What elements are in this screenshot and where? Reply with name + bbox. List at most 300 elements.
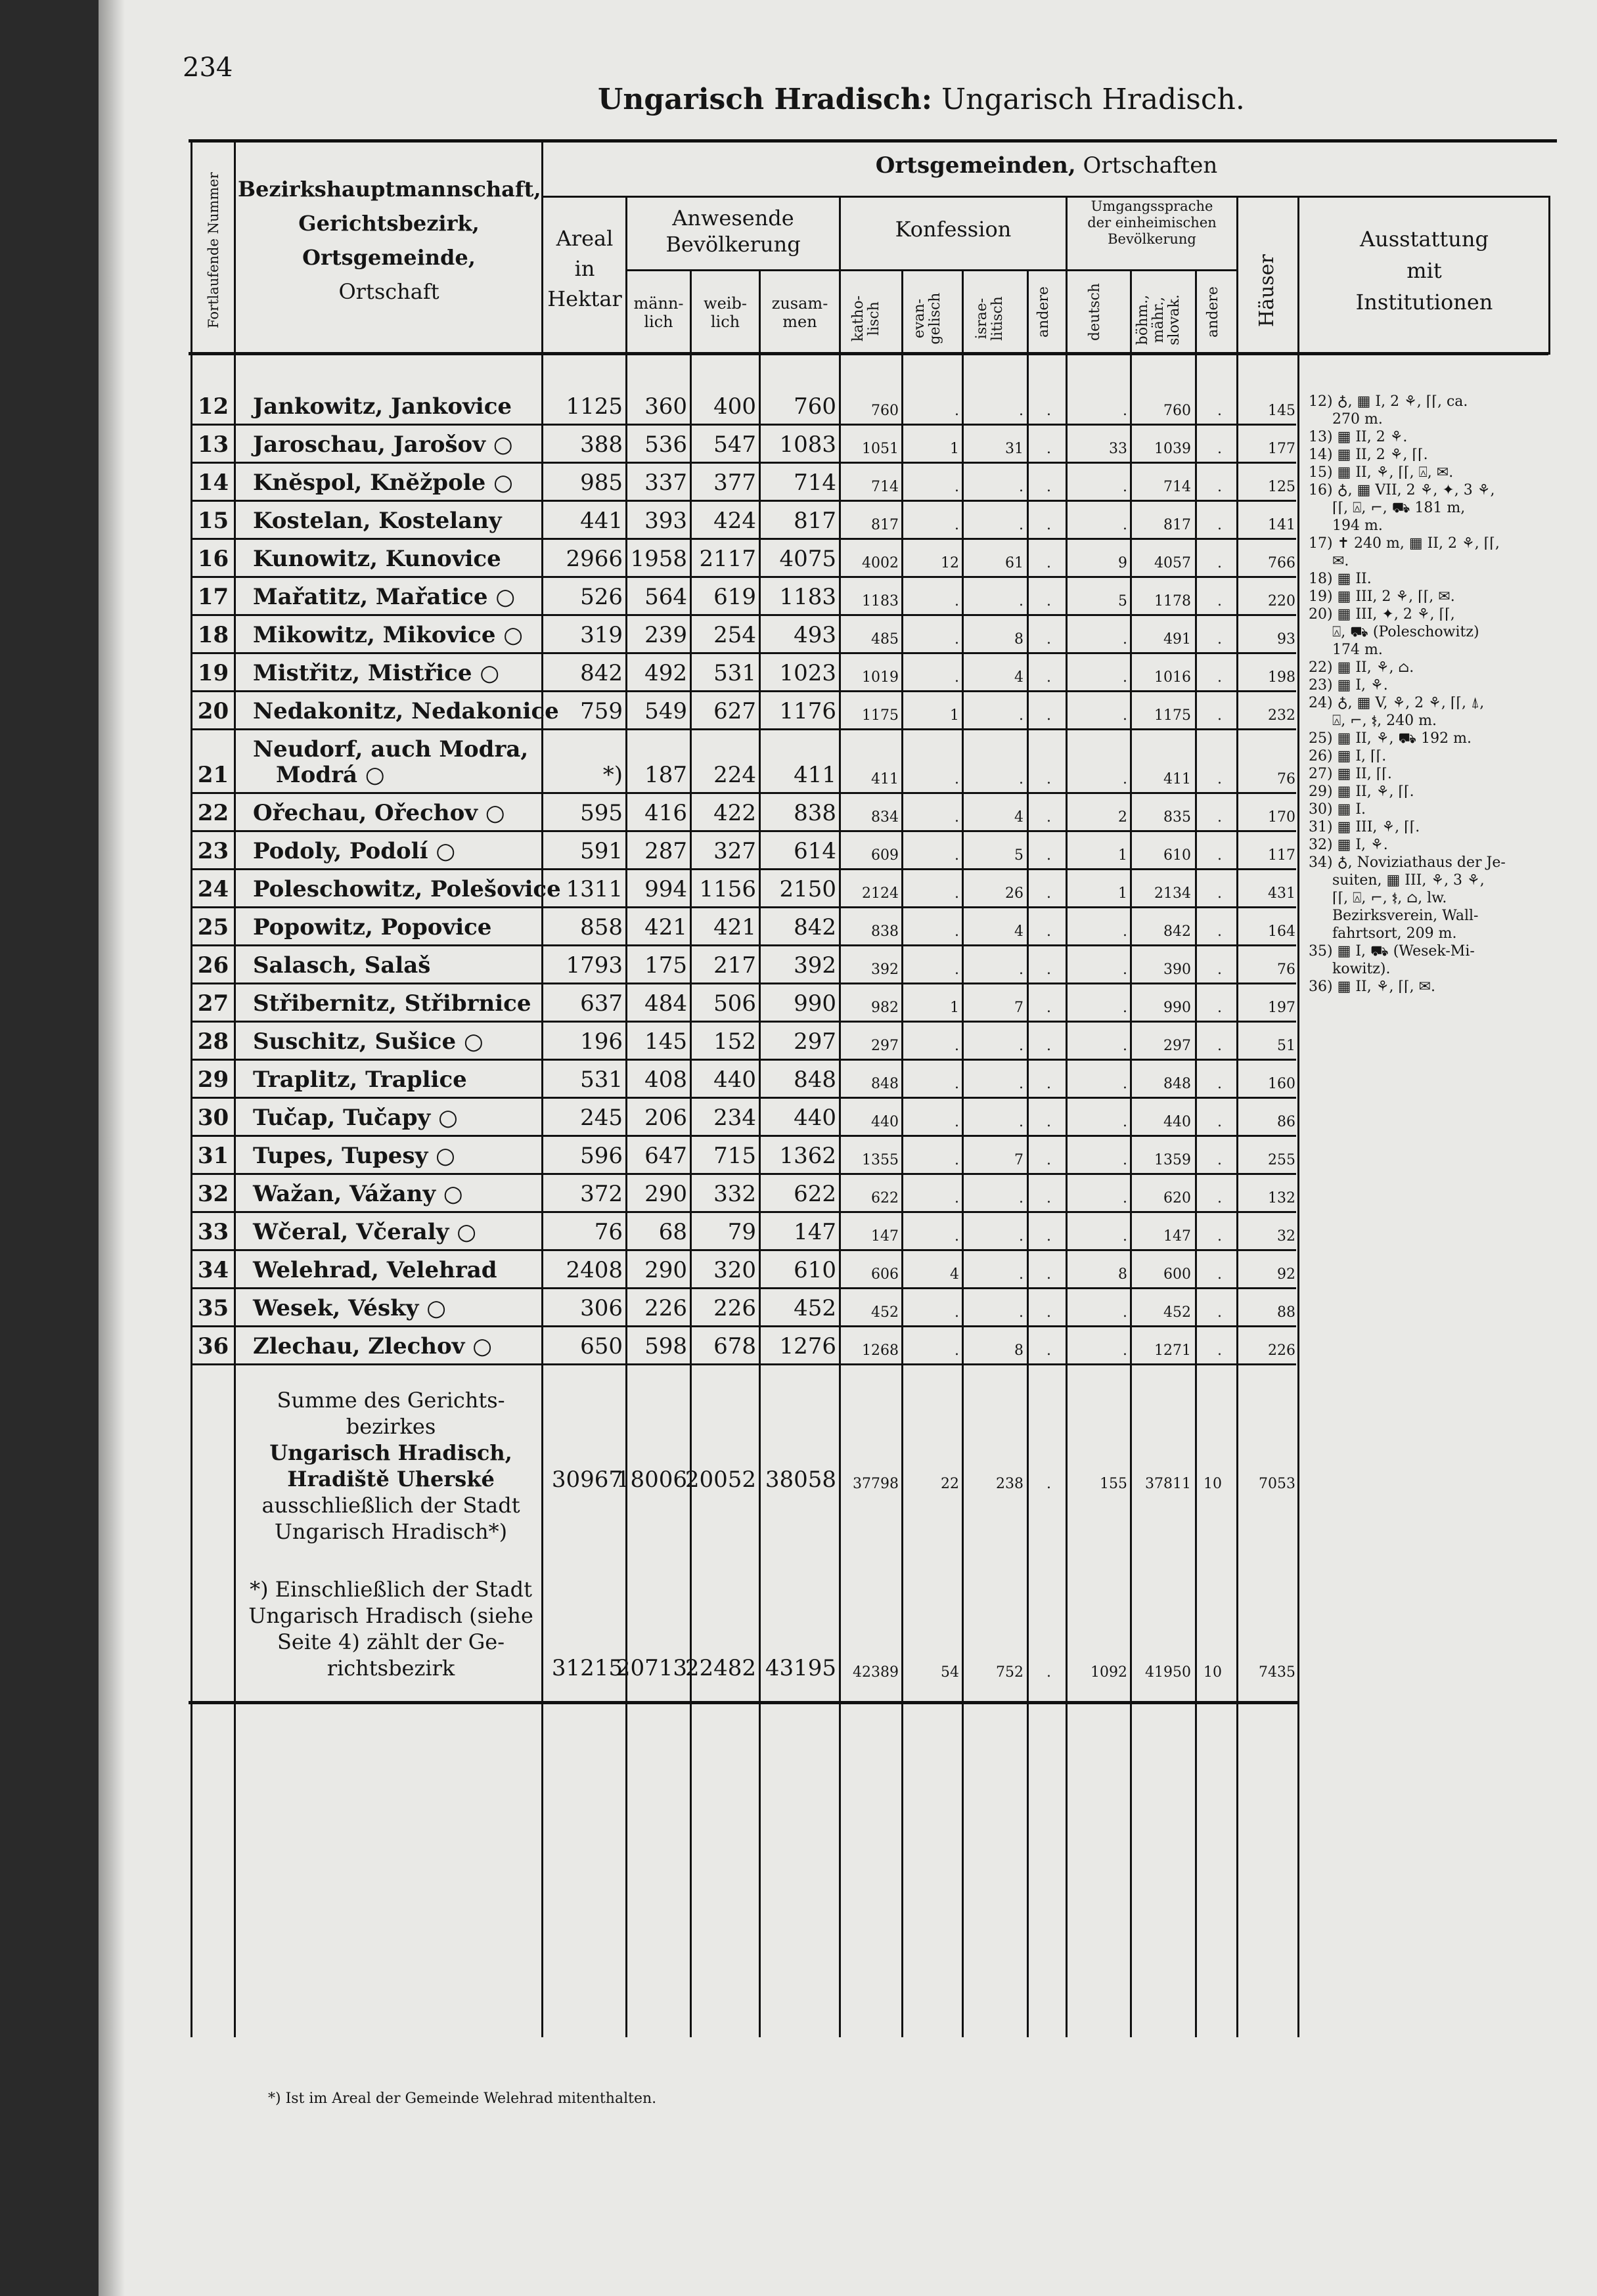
other-religion-cell: . <box>1046 403 1051 419</box>
place-name: Wčeral, Včeraly ○ <box>253 1219 476 1245</box>
other-religion-cell: . <box>1046 555 1051 571</box>
german-cell: . <box>1123 707 1127 724</box>
german-cell: . <box>1123 669 1127 686</box>
institution-line: 18) ▦ II. <box>1309 571 1372 587</box>
total-cell: 817 <box>794 508 836 534</box>
sum2-houses-cell: 7435 <box>1259 1664 1295 1681</box>
czech-cell: 848 <box>1163 1076 1191 1092</box>
page-number: 234 <box>183 53 233 83</box>
german-cell: . <box>1123 1152 1127 1168</box>
institution-line: 31) ▦ III, ⚘, ⌈⌈. <box>1309 819 1420 835</box>
sum2-evangelical-cell: 54 <box>941 1664 959 1681</box>
other-language-cell: . <box>1217 1114 1222 1130</box>
row-number: 28 <box>197 1028 229 1055</box>
other-language-cell: . <box>1217 771 1222 787</box>
male-cell: 145 <box>644 1028 687 1055</box>
row-rule <box>192 1211 1296 1213</box>
other-religion-cell: . <box>1046 1228 1051 1245</box>
sum2-other-religion-cell: . <box>1046 1664 1051 1681</box>
catholic-cell: 485 <box>871 631 899 648</box>
footnote: *) Ist im Areal der Gemeinde Welehrad mitenthalten. <box>268 2090 657 2107</box>
institution-line: 32) ▦ I, ⚘. <box>1309 837 1388 853</box>
german-cell: . <box>1123 1228 1127 1245</box>
row-rule <box>192 462 1296 464</box>
sum1-evangelical-cell: 22 <box>941 1476 959 1492</box>
israelite-cell: . <box>1019 1114 1023 1130</box>
total-cell: 848 <box>794 1067 836 1093</box>
female-cell: 217 <box>713 952 756 979</box>
other-religion-cell: . <box>1046 707 1051 724</box>
row-number: 24 <box>197 876 229 902</box>
male-cell: 393 <box>644 508 687 534</box>
houses-cell: 197 <box>1268 1000 1295 1016</box>
female-cell: 234 <box>713 1105 756 1131</box>
row-number: 17 <box>197 584 229 610</box>
czech-cell: 297 <box>1163 1038 1191 1054</box>
israelite-cell: . <box>1019 707 1023 724</box>
german-cell: 2 <box>1118 809 1127 826</box>
institution-line: 23) ▦ I, ⚘. <box>1309 677 1388 694</box>
header-institutions: Ausstattung mit Institutionen <box>1355 227 1493 315</box>
evangelical-cell: . <box>955 1038 959 1054</box>
row-number: 19 <box>197 660 229 686</box>
houses-cell: 76 <box>1277 961 1295 978</box>
row-number: 26 <box>197 952 229 979</box>
sum2-male-cell: 20713 <box>616 1655 687 1681</box>
area-cell: 306 <box>580 1295 623 1321</box>
sum2-israelite-cell: 752 <box>996 1664 1023 1681</box>
czech-cell: 411 <box>1163 771 1191 787</box>
czech-cell: 1039 <box>1154 441 1191 457</box>
total-cell: 392 <box>794 952 836 979</box>
total-cell: 147 <box>794 1219 836 1245</box>
area-cell: 637 <box>580 990 623 1017</box>
sum2-german-cell: 1092 <box>1091 1664 1127 1681</box>
total-cell: 610 <box>794 1257 836 1283</box>
institution-line: 20) ▦ III, ✦, 2 ⚘, ⌈⌈, <box>1309 606 1455 623</box>
evangelical-cell: . <box>955 885 959 902</box>
other-language-cell: . <box>1217 1190 1222 1206</box>
institution-line: 34) ♁, Noviziathaus der Je- <box>1309 854 1506 871</box>
other-religion-cell: . <box>1046 517 1051 533</box>
header-konfession: Konfession <box>895 217 1012 242</box>
table-row <box>0 1023 1597 1061</box>
houses-cell: 145 <box>1268 403 1295 419</box>
header-group: Ortsgemeinden, Ortschaften <box>875 152 1218 179</box>
evangelical-cell: . <box>955 479 959 495</box>
institution-line: 12) ♁, ▦ I, 2 ⚘, ⌈⌈, ca. <box>1309 393 1468 410</box>
female-cell: 400 <box>713 393 756 420</box>
german-cell: 9 <box>1118 555 1127 571</box>
evangelical-cell: . <box>955 1152 959 1168</box>
place-name: Zlechau, Zlechov ○ <box>253 1333 492 1359</box>
german-cell: . <box>1123 1076 1127 1092</box>
female-cell: 377 <box>713 470 756 496</box>
place-name: Wažan, Vážany ○ <box>253 1181 463 1207</box>
israelite-cell: 8 <box>1014 631 1023 648</box>
table-row <box>0 1137 1597 1175</box>
other-religion-cell: . <box>1046 885 1051 902</box>
czech-cell: 2134 <box>1154 885 1191 902</box>
row-number: 36 <box>197 1333 229 1359</box>
female-cell: 619 <box>713 584 756 610</box>
institution-line: 24) ♁, ▦ V, ⚘, 2 ⚘, ⌈⌈, ⍋, <box>1309 695 1485 711</box>
catholic-cell: 147 <box>871 1228 899 1245</box>
israelite-cell: . <box>1019 1304 1023 1321</box>
catholic-cell: 838 <box>871 923 899 940</box>
header-andere2: andere <box>1205 286 1221 338</box>
row-number: 23 <box>197 838 229 864</box>
other-religion-cell: . <box>1046 1304 1051 1321</box>
page-title: Ungarisch Hradisch: Ungarisch Hradisch. <box>598 83 1245 116</box>
area-cell: 245 <box>580 1105 623 1131</box>
place-name: Traplitz, Traplice <box>253 1067 467 1093</box>
place-name: Nedakonitz, Nedakonice <box>253 698 559 724</box>
other-religion-cell: . <box>1046 809 1051 826</box>
german-cell: . <box>1123 1000 1127 1016</box>
place-name: Suschitz, Sušice ○ <box>253 1028 484 1055</box>
male-cell: 287 <box>644 838 687 864</box>
evangelical-cell: 1 <box>950 441 959 457</box>
other-language-cell: . <box>1217 707 1222 724</box>
houses-cell: 198 <box>1268 669 1295 686</box>
place-name: Knĕspol, Knĕžpole ○ <box>253 470 513 496</box>
female-cell: 226 <box>713 1295 756 1321</box>
israelite-cell: 31 <box>1005 441 1023 457</box>
table-row <box>0 1176 1597 1213</box>
header-evang: evan- gelisch <box>911 292 944 345</box>
area-cell: 76 <box>594 1219 623 1245</box>
area-cell: 2408 <box>566 1257 623 1283</box>
evangelical-cell: . <box>955 771 959 787</box>
czech-cell: 610 <box>1163 847 1191 864</box>
row-rule <box>192 1021 1296 1023</box>
row-number: 20 <box>197 698 229 724</box>
row-rule <box>192 982 1296 984</box>
evangelical-cell: . <box>955 847 959 864</box>
total-cell: 493 <box>794 622 836 648</box>
row-number: 13 <box>197 431 229 458</box>
other-language-cell: . <box>1217 555 1222 571</box>
sum1-area-cell: 30967 <box>551 1467 623 1493</box>
area-cell: 591 <box>580 838 623 864</box>
row-rule <box>192 906 1296 908</box>
institution-line: 30) ▦ I. <box>1309 801 1366 818</box>
row-number: 25 <box>197 914 229 940</box>
male-cell: 360 <box>644 393 687 420</box>
german-cell: . <box>1123 479 1127 495</box>
place-name: Salasch, Salaš <box>253 952 431 979</box>
other-religion-cell: . <box>1046 771 1051 787</box>
evangelical-cell: . <box>955 517 959 533</box>
houses-cell: 92 <box>1277 1266 1295 1283</box>
other-religion-cell: . <box>1046 961 1051 978</box>
catholic-cell: 440 <box>871 1114 899 1130</box>
czech-cell: 147 <box>1163 1228 1191 1245</box>
place-name: Mařatitz, Mařatice ○ <box>253 584 515 610</box>
czech-cell: 842 <box>1163 923 1191 940</box>
catholic-cell: 606 <box>871 1266 899 1283</box>
institution-line: 27) ▦ II, ⌈⌈. <box>1309 766 1392 782</box>
area-cell: 1125 <box>566 393 623 420</box>
other-language-cell: . <box>1217 885 1222 902</box>
german-cell: 33 <box>1109 441 1127 457</box>
israelite-cell: 4 <box>1014 809 1023 826</box>
female-cell: 421 <box>713 914 756 940</box>
other-language-cell: . <box>1217 1152 1222 1168</box>
institution-line: 36) ▦ II, ⚘, ⌈⌈, ✉. <box>1309 979 1436 995</box>
israelite-cell: 61 <box>1005 555 1023 571</box>
row-rule <box>192 792 1296 794</box>
czech-cell: 1178 <box>1154 593 1191 609</box>
evangelical-cell: . <box>955 961 959 978</box>
german-cell: . <box>1123 771 1127 787</box>
houses-cell: 766 <box>1268 555 1295 571</box>
sum2-area-cell: 31215 <box>551 1655 623 1681</box>
area-cell: 842 <box>580 660 623 686</box>
catholic-cell: 4002 <box>862 555 899 571</box>
institution-line: ⍓, ⛟ (Poleschowitz) <box>1332 624 1479 640</box>
other-language-cell: . <box>1217 1228 1222 1245</box>
male-cell: 68 <box>658 1219 687 1245</box>
male-cell: 337 <box>644 470 687 496</box>
catholic-cell: 1355 <box>862 1152 899 1168</box>
sum1-male-cell: 18006 <box>616 1467 687 1493</box>
summary-district-label: Summe des Gerichts- bezirkes Ungarisch Hradisch, Hradiště Uherské ausschließlich der Stadt Ungarisch Hradisch*) <box>261 1388 520 1544</box>
total-cell: 1176 <box>779 698 836 724</box>
evangelical-cell: 12 <box>941 555 959 571</box>
other-religion-cell: . <box>1046 1000 1051 1016</box>
row-rule <box>192 1287 1296 1289</box>
sum2-other-language-cell: 10 <box>1203 1664 1222 1681</box>
other-religion-cell: . <box>1046 847 1051 864</box>
row-rule <box>192 830 1296 832</box>
place-name-cont: Modrá ○ <box>276 762 385 788</box>
place-name: Mikowitz, Mikovice ○ <box>253 622 523 648</box>
german-cell: . <box>1123 923 1127 940</box>
german-cell: . <box>1123 517 1127 533</box>
institution-line: 17) ✝ 240 m, ▦ II, 2 ⚘, ⌈⌈, <box>1309 535 1500 552</box>
institution-line: 194 m. <box>1332 518 1383 534</box>
israelite-cell: . <box>1019 1190 1023 1206</box>
catholic-cell: 1183 <box>862 593 899 609</box>
german-cell: . <box>1123 403 1127 419</box>
institution-line: suiten, ▦ III, ⚘, 3 ⚘, <box>1332 872 1485 889</box>
male-cell: 416 <box>644 800 687 826</box>
row-number: 35 <box>197 1295 229 1321</box>
place-name: Popowitz, Popovice <box>253 914 492 940</box>
male-cell: 226 <box>644 1295 687 1321</box>
row-rule <box>192 614 1296 616</box>
other-religion-cell: . <box>1046 669 1051 686</box>
czech-cell: 714 <box>1163 479 1191 495</box>
institution-line: 270 m. <box>1332 411 1383 428</box>
header-kath: katho- lisch <box>850 295 883 342</box>
table-row <box>0 1099 1597 1137</box>
sum2-female-cell: 22482 <box>685 1655 756 1681</box>
israelite-cell: . <box>1019 479 1023 495</box>
row-rule <box>192 424 1296 426</box>
houses-cell: 125 <box>1268 479 1295 495</box>
institutions-column <box>1309 393 1558 996</box>
other-religion-cell: . <box>1046 1342 1051 1359</box>
female-cell: 715 <box>713 1143 756 1169</box>
czech-cell: 835 <box>1163 809 1191 826</box>
row-number: 12 <box>197 393 229 420</box>
place-name: Jankowitz, Jankovice <box>253 393 512 420</box>
israelite-cell: . <box>1019 961 1023 978</box>
row-rule <box>192 690 1296 692</box>
houses-cell: 76 <box>1277 771 1295 787</box>
houses-cell: 431 <box>1268 885 1295 902</box>
institution-line: 174 m. <box>1332 642 1383 658</box>
sum1-czech-cell: 37811 <box>1145 1476 1191 1492</box>
other-language-cell: . <box>1217 1304 1222 1321</box>
place-name: Tučap, Tučapy ○ <box>253 1105 458 1131</box>
israelite-cell: . <box>1019 517 1023 533</box>
header-language: Umgangssprache der einheimischen Bevölkerung <box>1087 198 1217 247</box>
other-language-cell: . <box>1217 479 1222 495</box>
israelite-cell: 7 <box>1014 1000 1023 1016</box>
total-cell: 411 <box>794 762 836 788</box>
header-total: zusam- men <box>771 294 828 331</box>
male-cell: 549 <box>644 698 687 724</box>
other-language-cell: . <box>1217 847 1222 864</box>
catholic-cell: 392 <box>871 961 899 978</box>
female-cell: 1156 <box>699 876 756 902</box>
male-cell: 408 <box>644 1067 687 1093</box>
area-cell: 596 <box>580 1143 623 1169</box>
area-cell: 985 <box>580 470 623 496</box>
catholic-cell: 1175 <box>862 707 899 724</box>
female-cell: 424 <box>713 508 756 534</box>
other-language-cell: . <box>1217 517 1222 533</box>
male-cell: 175 <box>644 952 687 979</box>
other-language-cell: . <box>1217 1038 1222 1054</box>
female-cell: 79 <box>727 1219 756 1245</box>
evangelical-cell: . <box>955 1076 959 1092</box>
place-name: Neudorf, auch Modra, <box>253 736 529 762</box>
houses-cell: 160 <box>1268 1076 1295 1092</box>
houses-cell: 93 <box>1277 631 1295 648</box>
israelite-cell: 7 <box>1014 1152 1023 1168</box>
sum1-israelite-cell: 238 <box>996 1476 1023 1492</box>
row-rule <box>192 868 1296 870</box>
institution-line: ✉. <box>1332 553 1349 569</box>
female-cell: 254 <box>713 622 756 648</box>
female-cell: 531 <box>713 660 756 686</box>
evangelical-cell: . <box>955 1228 959 1245</box>
row-number: 33 <box>197 1219 229 1245</box>
row-rule <box>192 1135 1296 1137</box>
houses-cell: 86 <box>1277 1114 1295 1130</box>
row-rule <box>192 576 1296 578</box>
row-number: 32 <box>197 1181 229 1207</box>
female-cell: 627 <box>713 698 756 724</box>
czech-cell: 390 <box>1163 961 1191 978</box>
institution-line: ⍓, ⌐, ⚕, 240 m. <box>1332 713 1437 729</box>
place-name: Kostelan, Kostelany <box>253 508 502 534</box>
total-cell: 1183 <box>779 584 836 610</box>
houses-cell: 132 <box>1268 1190 1295 1206</box>
row-number: 30 <box>197 1105 229 1131</box>
sum1-catholic-cell: 37798 <box>853 1476 899 1492</box>
male-cell: 187 <box>644 762 687 788</box>
institution-line: 15) ▦ II, ⚘, ⌈⌈, ⍓, ✉. <box>1309 464 1454 481</box>
israelite-cell: 4 <box>1014 923 1023 940</box>
area-cell: 595 <box>580 800 623 826</box>
place-name: Welehrad, Velehrad <box>253 1257 497 1283</box>
sum1-other-language-cell: 10 <box>1203 1476 1222 1492</box>
israelite-cell: . <box>1019 1228 1023 1245</box>
row-rule <box>192 1097 1296 1099</box>
other-language-cell: . <box>1217 403 1222 419</box>
row-number: 22 <box>197 800 229 826</box>
israelite-cell: . <box>1019 1266 1023 1283</box>
area-cell: 196 <box>580 1028 623 1055</box>
other-religion-cell: . <box>1046 441 1051 457</box>
place-name: Ořechau, Ořechov ○ <box>253 800 505 826</box>
other-language-cell: . <box>1217 809 1222 826</box>
row-number: 31 <box>197 1143 229 1169</box>
total-cell: 4075 <box>779 546 836 572</box>
catholic-cell: 411 <box>871 771 899 787</box>
german-cell: 1 <box>1118 885 1127 902</box>
sum1-other-religion-cell: . <box>1046 1476 1051 1492</box>
houses-cell: 51 <box>1277 1038 1295 1054</box>
area-cell: 1311 <box>566 876 623 902</box>
other-religion-cell: . <box>1046 1076 1051 1092</box>
female-cell: 320 <box>713 1257 756 1283</box>
area-cell: 759 <box>580 698 623 724</box>
institution-line: 35) ▦ I, ⛟ (Wesek-Mi- <box>1309 943 1475 960</box>
female-cell: 224 <box>713 762 756 788</box>
other-language-cell: . <box>1217 961 1222 978</box>
male-cell: 290 <box>644 1257 687 1283</box>
total-cell: 842 <box>794 914 836 940</box>
other-religion-cell: . <box>1046 479 1051 495</box>
houses-cell: 226 <box>1268 1342 1295 1359</box>
institution-line: kowitz). <box>1332 961 1391 977</box>
table-row <box>0 1214 1597 1251</box>
catholic-cell: 982 <box>871 1000 899 1016</box>
houses-cell: 32 <box>1277 1228 1295 1245</box>
header-isr: israe- litisch <box>974 296 1006 341</box>
german-cell: . <box>1123 1038 1127 1054</box>
houses-cell: 177 <box>1268 441 1295 457</box>
institution-line: 16) ♁, ▦ VII, 2 ⚘, ✦, 3 ⚘, <box>1309 482 1495 498</box>
place-name: Mistřitz, Mistřice ○ <box>253 660 499 686</box>
header-haeuser: Häuser <box>1255 254 1278 327</box>
row-rule <box>192 944 1296 946</box>
area-cell: 650 <box>580 1333 623 1359</box>
evangelical-cell: . <box>955 1114 959 1130</box>
evangelical-cell: . <box>955 593 959 609</box>
institution-line: Bezirksverein, Wall- <box>1332 908 1479 924</box>
german-cell: . <box>1123 1190 1127 1206</box>
sum1-female-cell: 20052 <box>685 1467 756 1493</box>
row-number: 15 <box>197 508 229 534</box>
area-cell: *) <box>602 762 623 788</box>
area-cell: 441 <box>580 508 623 534</box>
houses-cell: 141 <box>1268 517 1295 533</box>
area-cell: 531 <box>580 1067 623 1093</box>
catholic-cell: 452 <box>871 1304 899 1321</box>
other-language-cell: . <box>1217 1266 1222 1283</box>
institution-line: 13) ▦ II, 2 ⚘. <box>1309 429 1408 445</box>
header-population: Anwesende Bevölkerung <box>665 206 801 257</box>
female-cell: 422 <box>713 800 756 826</box>
